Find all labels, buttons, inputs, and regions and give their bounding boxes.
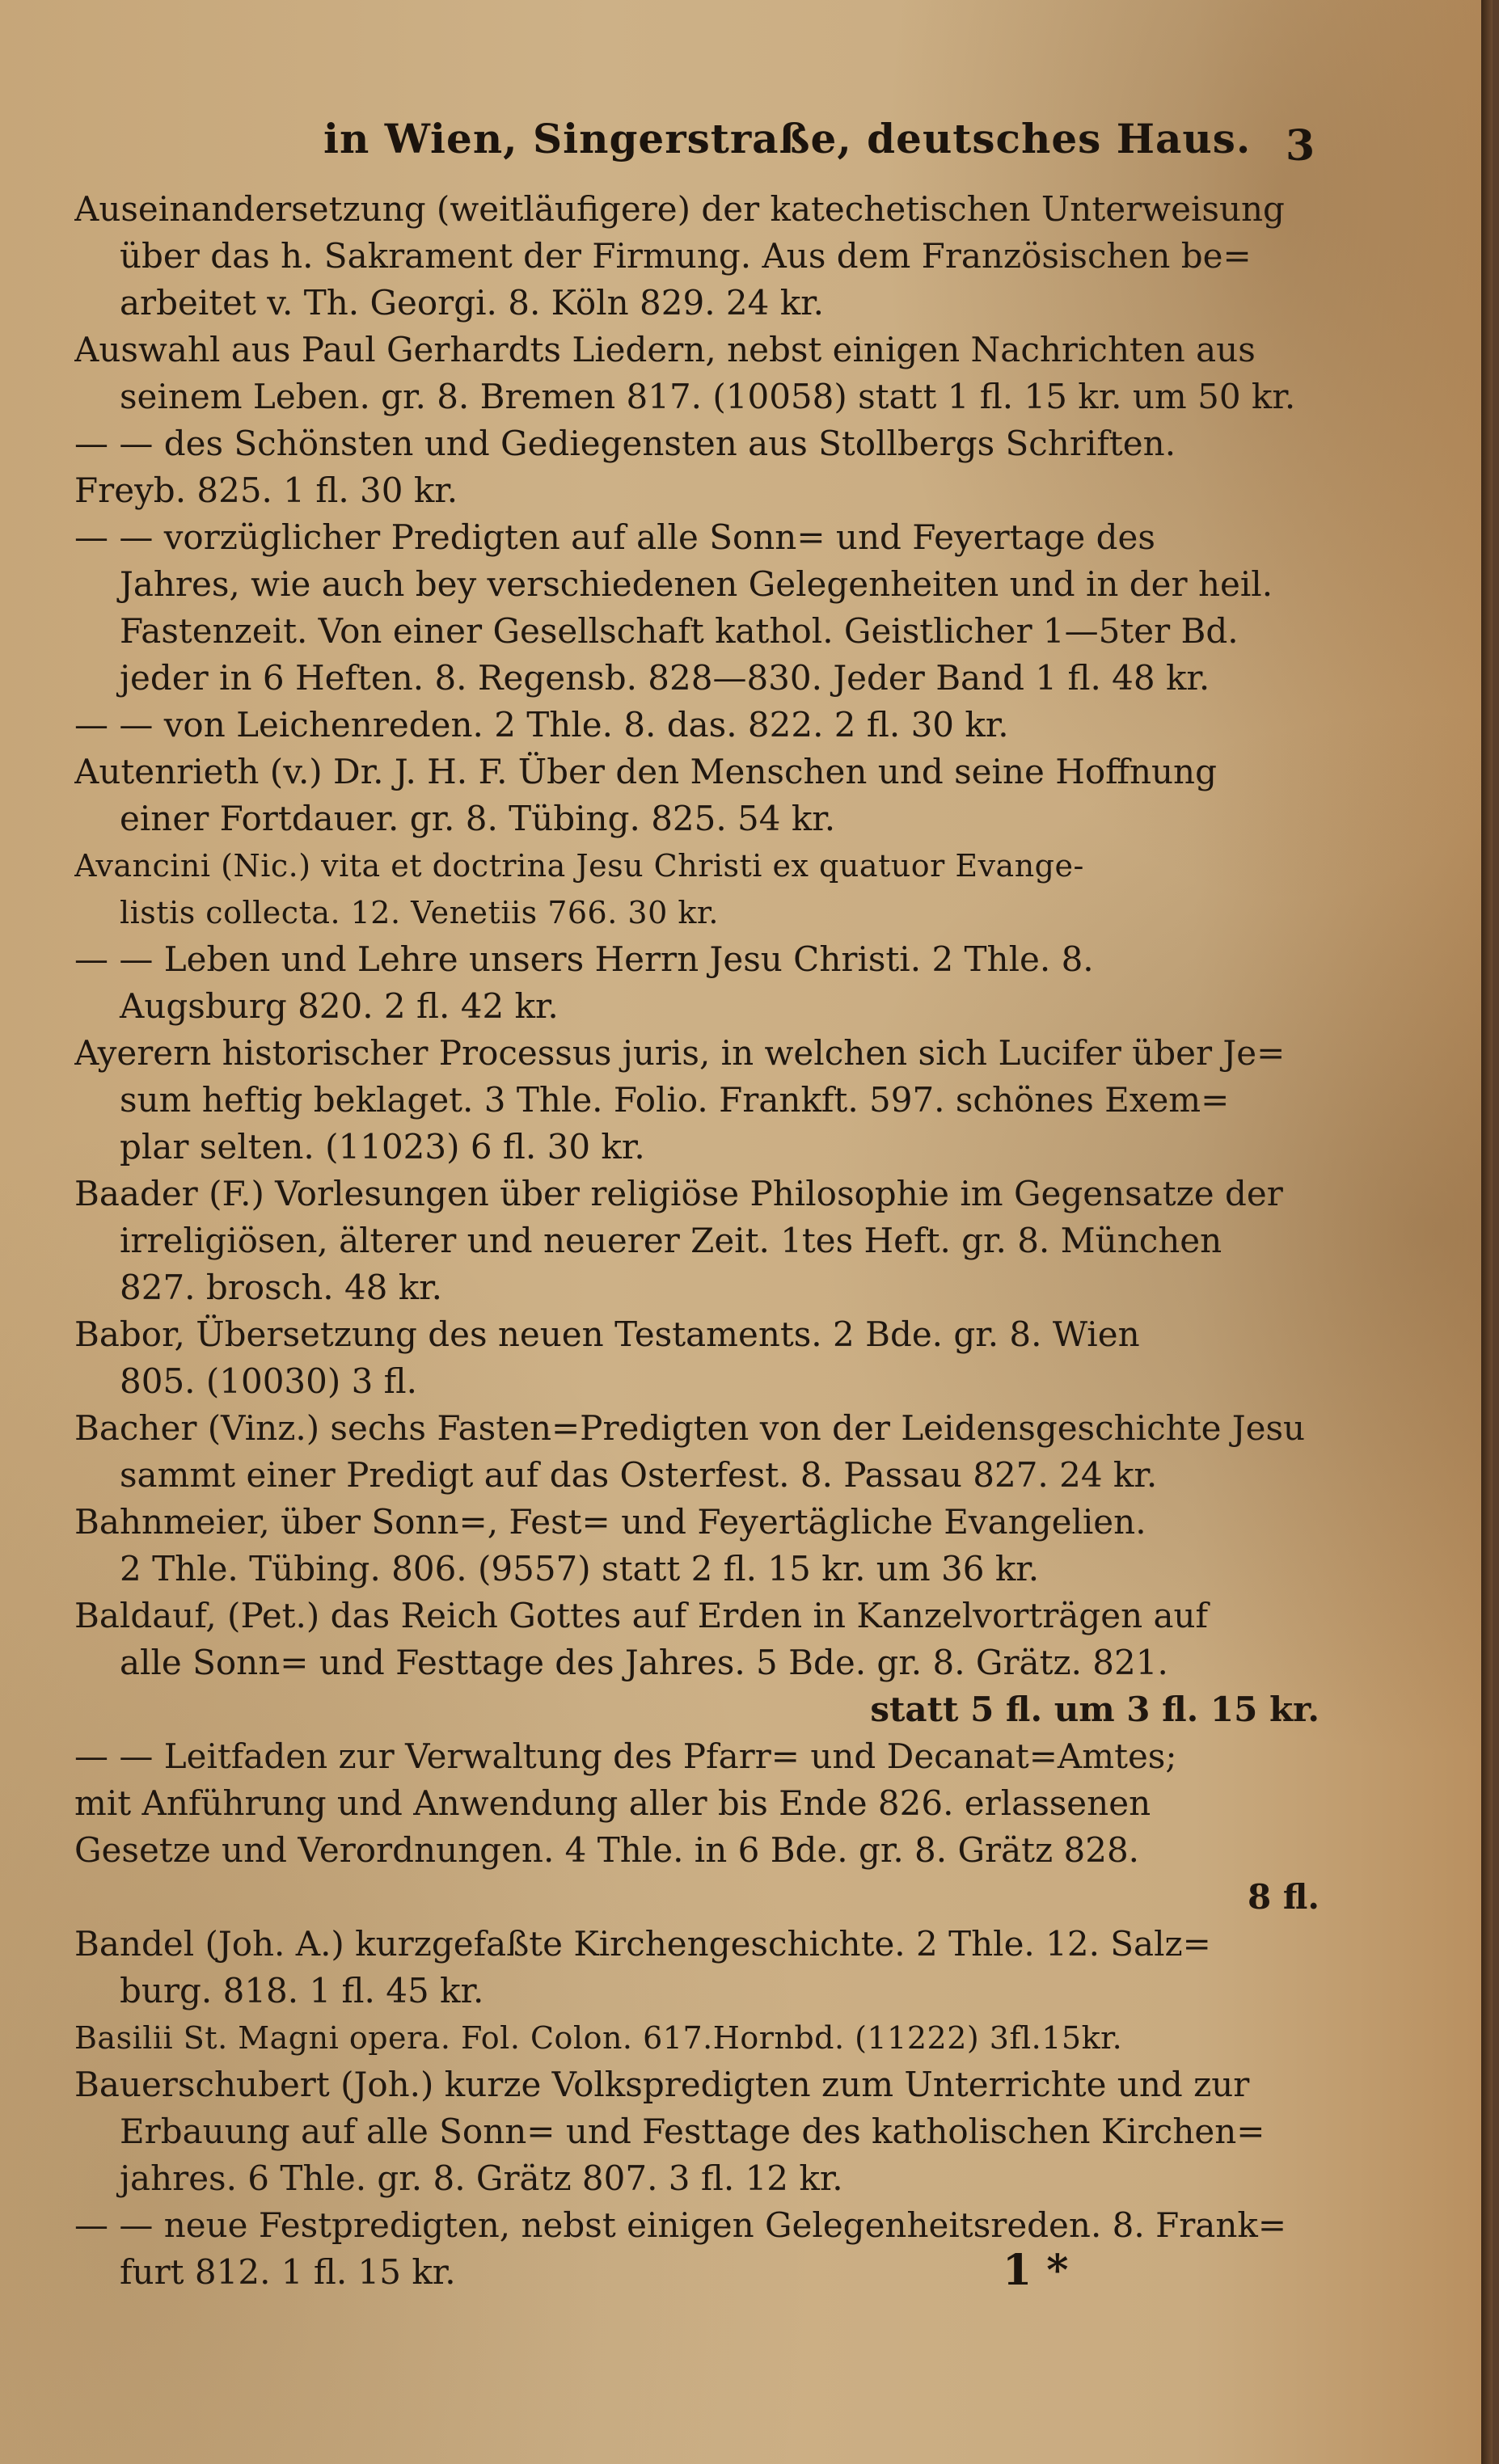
catalog-entry: [74, 186, 1336, 327]
entry-continuation-line: 2 Thle. Tübing. 806. (9557) statt 2 fl. 15 kr. um 36 kr.: [120, 1549, 1040, 1589]
catalog-entry: [74, 1499, 1336, 1593]
entry-title-line: Avancini (Nic.) vita et doctrina Jesu Christi ex quatuor Evange-: [74, 848, 1084, 884]
entry-continuation-line: sum heftig beklaget. 3 Thle. Folio. Frankft. 597. schönes Exem=: [120, 1080, 1230, 1120]
catalog-entry: [74, 2202, 1336, 2296]
entry-continuation-line: Erbauung auf alle Sonn= und Festtage des katholischen Kirchen=: [120, 2112, 1265, 2151]
entry-continuation-line: 805. (10030) 3 fl.: [120, 1361, 418, 1401]
entry-continuation-line: burg. 818. 1 fl. 45 kr.: [120, 1971, 484, 2010]
catalog-entry: [74, 2015, 1336, 2061]
entry-continuation-line: Jahres, wie auch bey verschiedenen Gelegenheiten und in der heil.: [120, 564, 1273, 604]
entry-title-line: — — des Schönsten und Gediegensten aus Stollbergs Schriften.: [74, 424, 1176, 463]
page-number: 3: [1286, 121, 1315, 171]
entry-continuation-line: irreligiösen, älterer und neuerer Zeit. 1tes Heft. gr. 8. München: [120, 1221, 1222, 1260]
entry-continuation-line: Fastenzeit. Von einer Gesellschaft kathol. Geistlicher 1—5ter Bd.: [120, 611, 1239, 651]
catalog-entry: [74, 1593, 1336, 1733]
entry-title-line: Bauerschubert (Joh.) kurze Volkspredigten zum Unterrichte und zur: [74, 2065, 1250, 2104]
entry-continuation-line: jahres. 6 Thle. gr. 8. Grätz 807. 3 fl. 12 kr.: [120, 2158, 843, 2198]
entry-title-line: Ayerern historischer Processus juris, in welchen sich Lucifer über Je=: [74, 1033, 1286, 1073]
catalog-entry: [74, 1405, 1336, 1499]
entry-continuation-line: über das h. Sakrament der Firmung. Aus dem Französischen be=: [120, 236, 1252, 276]
entry-continuation-line: listis collecta. 12. Venetiis 766. 30 kr.: [120, 895, 719, 930]
catalog-entry: [74, 1733, 1336, 1921]
entry-continuation-line: Gesetze und Verordnungen. 4 Thle. in 6 Bde. gr. 8. Grätz 828.: [74, 1830, 1140, 1870]
entry-title-line: Basilii St. Magni opera. Fol. Colon. 617.Hornbd. (11222) 3fl.15kr.: [74, 2020, 1123, 2056]
entry-title-line: — — Leben und Lehre unsers Herrn Jesu Christi. 2 Thle. 8.: [74, 939, 1094, 979]
entry-title-line: Baader (F.) Vorlesungen über religiöse Philosophie im Gegensatze der: [74, 1174, 1283, 1213]
entry-title-line: — — Leitfaden zur Verwaltung des Pfarr= und Decanat=Amtes;: [74, 1736, 1177, 1776]
catalog-entry: [74, 702, 1336, 749]
entry-continuation-line: sammt einer Predigt auf das Osterfest. 8. Passau 827. 24 kr.: [120, 1455, 1158, 1495]
entry-continuation-line: einer Fortdauer. gr. 8. Tübing. 825. 54 kr.: [120, 799, 836, 838]
entry-title-line: — — neue Festpredigten, nebst einigen Gelegenheitsreden. 8. Frank=: [74, 2205, 1287, 2245]
entry-continuation-line: alle Sonn= und Festtage des Jahres. 5 Bde. gr. 8. Grätz. 821.: [120, 1643, 1168, 1682]
catalog-entry: [74, 1030, 1336, 1171]
catalog-entry: [74, 1171, 1336, 1311]
catalog-entries: [74, 186, 1336, 2296]
entry-continuation-line: seinem Leben. gr. 8. Bremen 817. (10058) statt 1 fl. 15 kr. um 50 kr.: [120, 377, 1296, 416]
page-edge: [1481, 0, 1493, 2464]
entry-title-line: Babor, Übersetzung des neuen Testaments. 2 Bde. gr. 8. Wien: [74, 1314, 1140, 1354]
catalog-entry: [74, 514, 1336, 702]
catalog-entry: [74, 420, 1336, 514]
entry-title-line: Bacher (Vinz.) sechs Fasten=Predigten von der Leidensgeschichte Jesu: [74, 1408, 1306, 1448]
entry-continuation-line: Freyb. 825. 1 fl. 30 kr.: [74, 470, 458, 510]
entry-continuation-line: jeder in 6 Heften. 8. Regensb. 828—830. Jeder Band 1 fl. 48 kr.: [120, 658, 1210, 698]
entry-continuation-line: furt 812. 1 fl. 15 kr.: [120, 2252, 456, 2292]
catalog-entry: [74, 842, 1336, 936]
catalog-entry: [74, 749, 1336, 842]
entry-continuation-line: plar selten. (11023) 6 fl. 30 kr.: [120, 1127, 645, 1167]
catalog-entry: [74, 1921, 1336, 2015]
entry-title-line: Bahnmeier, über Sonn=, Fest= und Feyertägliche Evangelien.: [74, 1502, 1146, 1542]
entry-title-line: Bandel (Joh. A.) kurzgefaßte Kirchengeschichte. 2 Thle. 12. Salz=: [74, 1924, 1211, 1964]
running-head: in Wien, Singerstraße, deutsches Haus.: [323, 115, 1252, 162]
catalog-entry: [74, 1311, 1336, 1405]
entry-title-line: — — vorzüglicher Predigten auf alle Sonn= und Feyertage des: [74, 517, 1155, 557]
entry-continuation-line: 827. brosch. 48 kr.: [120, 1268, 442, 1307]
entry-title-line: — — von Leichenreden. 2 Thle. 8. das. 822. 2 fl. 30 kr.: [74, 705, 1009, 745]
entry-continuation-line: Augsburg 820. 2 fl. 42 kr.: [120, 986, 559, 1026]
entry-continuation-line: 8 fl.: [1247, 1877, 1320, 1917]
catalog-entry: [74, 327, 1336, 420]
entry-continuation-line: mit Anführung und Anwendung aller bis Ende 826. erlassenen: [74, 1783, 1151, 1823]
catalog-entry: [74, 2061, 1336, 2202]
entry-title-line: Auswahl aus Paul Gerhardts Liedern, nebst einigen Nachrichten aus: [74, 330, 1256, 369]
entry-title-line: Auseinandersetzung (weitläufigere) der katechetischen Unterweisung: [74, 189, 1285, 229]
entry-title-line: Baldauf, (Pet.) das Reich Gottes auf Erden in Kanzelvorträgen auf: [74, 1596, 1209, 1635]
signature-mark: 1 *: [1003, 2246, 1069, 2295]
entry-continuation-line: statt 5 fl. um 3 fl. 15 kr.: [870, 1690, 1320, 1729]
catalog-entry: [74, 936, 1336, 1030]
entry-title-line: Autenrieth (v.) Dr. J. H. F. Über den Menschen und seine Hoffnung: [74, 752, 1217, 791]
entry-continuation-line: arbeitet v. Th. Georgi. 8. Köln 829. 24 kr.: [120, 283, 824, 323]
